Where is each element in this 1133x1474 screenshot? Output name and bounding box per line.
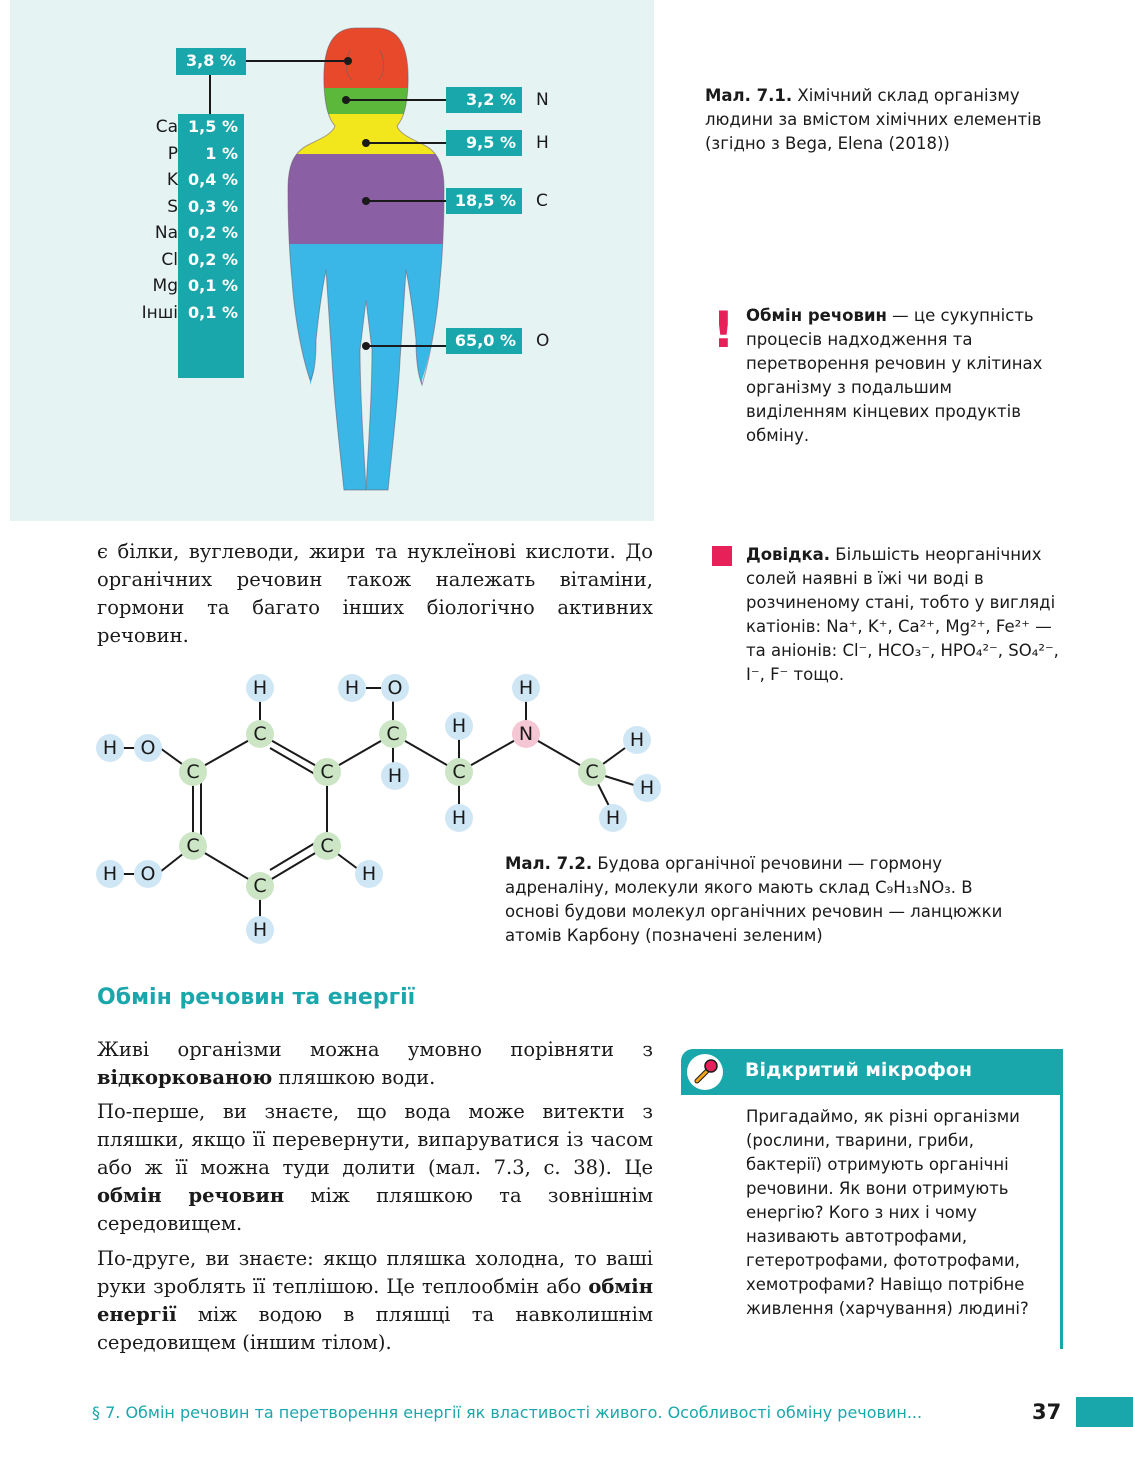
minor-element-pct: 1,5 %	[188, 117, 238, 136]
reference-text: Більшість неорганічних солей наявні в їжі чи воді в розчиненому стані, тобто у вигляді катіонів: Na⁺, K⁺, Ca²⁺, Mg²⁺, Fe²⁺ — та аніонів: Cl⁻, HCO₃⁻, HPO₄²⁻, SO₄²⁻, I⁻, F⁻ тощо.	[746, 545, 1059, 684]
atom-hydrogen: H	[512, 674, 540, 702]
atom-carbon: C	[179, 758, 207, 786]
para-text: Живі організми можна умовно порівняти з	[97, 1038, 653, 1061]
microphone-icon-glyph	[687, 1054, 723, 1090]
mic-box-title: Відкритий мікрофон	[745, 1059, 973, 1081]
atom-nitrogen: N	[512, 720, 540, 748]
band-legs-blue	[280, 244, 460, 504]
minor-element-pct: 1 %	[205, 143, 238, 163]
para-text: між пляшкою та зовнішнім середовищем.	[97, 1184, 654, 1235]
band-torso-purple	[280, 154, 460, 244]
figure-caption-7-1	[705, 84, 1050, 156]
atom-hydrogen: H	[445, 804, 473, 832]
minor-element-pct: 0,1 %	[188, 302, 238, 322]
minor-element-pct: 0,1 %	[188, 276, 238, 295]
atom-hydrogen: H	[246, 674, 274, 702]
minor-element-pct: 0,4 %	[188, 170, 238, 189]
section-heading: Обмін речовин та енергії	[97, 985, 416, 1010]
atom-oxygen: O	[381, 674, 409, 702]
atom-oxygen: O	[134, 860, 162, 888]
minor-element-pct: 0,3 %	[188, 196, 238, 216]
mic-box-border	[1060, 1049, 1063, 1349]
major-pct: 3,2 %	[446, 87, 522, 113]
page-number: 37	[1032, 1400, 1062, 1424]
atom-carbon: C	[313, 832, 341, 860]
atom-hydrogen: H	[338, 674, 366, 702]
minor-element-symbol: K	[166, 170, 178, 190]
atom-hydrogen: H	[246, 916, 274, 944]
band-chest-yellow	[280, 114, 460, 154]
caption-text: Будова органічної речовини — гормону адреналіну, молекули якого мають склад C₉H₁₃NO₃. В основі будови молекул органічних речовин — ланцюжки атомів Карбону (позначені зеленим)	[505, 854, 1003, 945]
body-paragraph	[97, 1245, 653, 1357]
intro-paragraph: є білки, вуглеводи, жири та нуклеїнові кислоти. До органічних речовин також належать вітаміни, гормони та багато інших біологічно активних речовин.	[97, 540, 653, 647]
minor-element-symbol: P	[167, 143, 178, 164]
definition-term: Обмін речовин	[746, 306, 887, 325]
atom-hydrogen: H	[96, 860, 124, 888]
figure-body-composition	[10, 0, 654, 521]
body-paragraph	[97, 1036, 653, 1092]
para-text: По-перше, ви знаєте, що вода може витекти з пляшки, якщо її перевернути, випаруватися із часом або ж її можна туди долити (мал. 7.3, с. 38). Це	[97, 1100, 653, 1179]
minor-element-symbol: Інші	[141, 302, 178, 323]
mic-box-header	[681, 1049, 1063, 1095]
minor-element-symbol: Na	[154, 223, 178, 243]
major-pct: 9,5 %	[446, 130, 522, 156]
definition-text: — це сукупність процесів надходження та перетворення речовин у клітинах організму з подальшим виділенням кінцевих продуктів обміну.	[746, 306, 1043, 445]
minor-element-symbol: Mg	[152, 276, 178, 296]
minor-element-pct: 0,2 %	[188, 249, 238, 269]
page-edge-tab	[1076, 1397, 1133, 1427]
minor-element-symbol: S	[167, 196, 178, 217]
caption-text: Хімічний склад організму людини за вмістом хімічних елементів (згідно з Bega, Elena (2018))	[705, 86, 1042, 153]
para-text: По-друге, ви знаєте: якщо пляшка холодна, то ваші руки зроблять її теплішою. Це теплообмін або	[97, 1247, 653, 1298]
reference-marker-icon	[712, 546, 732, 566]
atom-hydrogen: H	[599, 804, 627, 832]
atom-carbon: C	[379, 720, 407, 748]
para-bold: обмін енергії	[97, 1275, 653, 1326]
footer-running-title: § 7. Обмін речовин та перетворення енергії як властивості живого. Особливості обміну речовин...	[92, 1403, 923, 1422]
atom-hydrogen: H	[445, 712, 473, 740]
atom-hydrogen: H	[96, 734, 124, 762]
atom-oxygen: O	[134, 734, 162, 762]
exclamation-icon: !	[712, 301, 735, 359]
caption-label: Мал. 7.1.	[705, 86, 793, 105]
band-head-red	[280, 20, 460, 88]
minor-element-symbol: Cl	[161, 249, 178, 270]
atom-hydrogen: H	[355, 860, 383, 888]
major-pct: 18,5 %	[446, 188, 522, 214]
atom-carbon: C	[578, 758, 606, 786]
head-percentage: 3,8 %	[176, 48, 246, 75]
para-bold: відкоркованою	[97, 1066, 273, 1089]
atom-carbon: C	[179, 832, 207, 860]
para-bold: обмін речовин	[97, 1184, 285, 1207]
major-symbol: C	[536, 191, 548, 211]
atom-hydrogen: H	[633, 774, 661, 802]
minor-element-symbol: Ca	[155, 117, 178, 137]
reference-box	[746, 543, 1064, 687]
minor-element-pct: 0,2 %	[188, 223, 238, 242]
atom-hydrogen: H	[381, 762, 409, 790]
atom-carbon: C	[445, 758, 473, 786]
atom-hydrogen: H	[623, 726, 651, 754]
human-silhouette	[10, 0, 654, 521]
major-pct: 65,0 %	[446, 328, 522, 354]
caption-label: Мал. 7.2.	[505, 854, 593, 873]
reference-label: Довідка.	[746, 545, 831, 564]
atom-carbon: C	[313, 758, 341, 786]
atom-carbon: C	[246, 872, 274, 900]
body-paragraph	[97, 1098, 653, 1238]
atom-carbon: C	[246, 720, 274, 748]
para-text: між водою в пляшці та навколишнім середовищем (іншим тілом).	[97, 1303, 653, 1354]
major-symbol: H	[536, 133, 549, 153]
definition-box	[746, 304, 1046, 448]
major-symbol: N	[536, 90, 549, 110]
para-text: пляшкою води.	[272, 1066, 436, 1089]
figure-caption-7-2	[505, 852, 1005, 948]
major-symbol: O	[536, 331, 550, 351]
mic-box-text: Пригадаймо, як різні організми (рослини, тварини, гриби, бактерії) отримують органічні речовини. Як вони отримують енергію? Кого з них і чому називають автотрофами, гетеротрофами, фототрофами, хемотрофами? Навіщо потрібне живлення (харчування) людині?	[746, 1107, 1029, 1318]
microphone-icon	[687, 1054, 723, 1090]
